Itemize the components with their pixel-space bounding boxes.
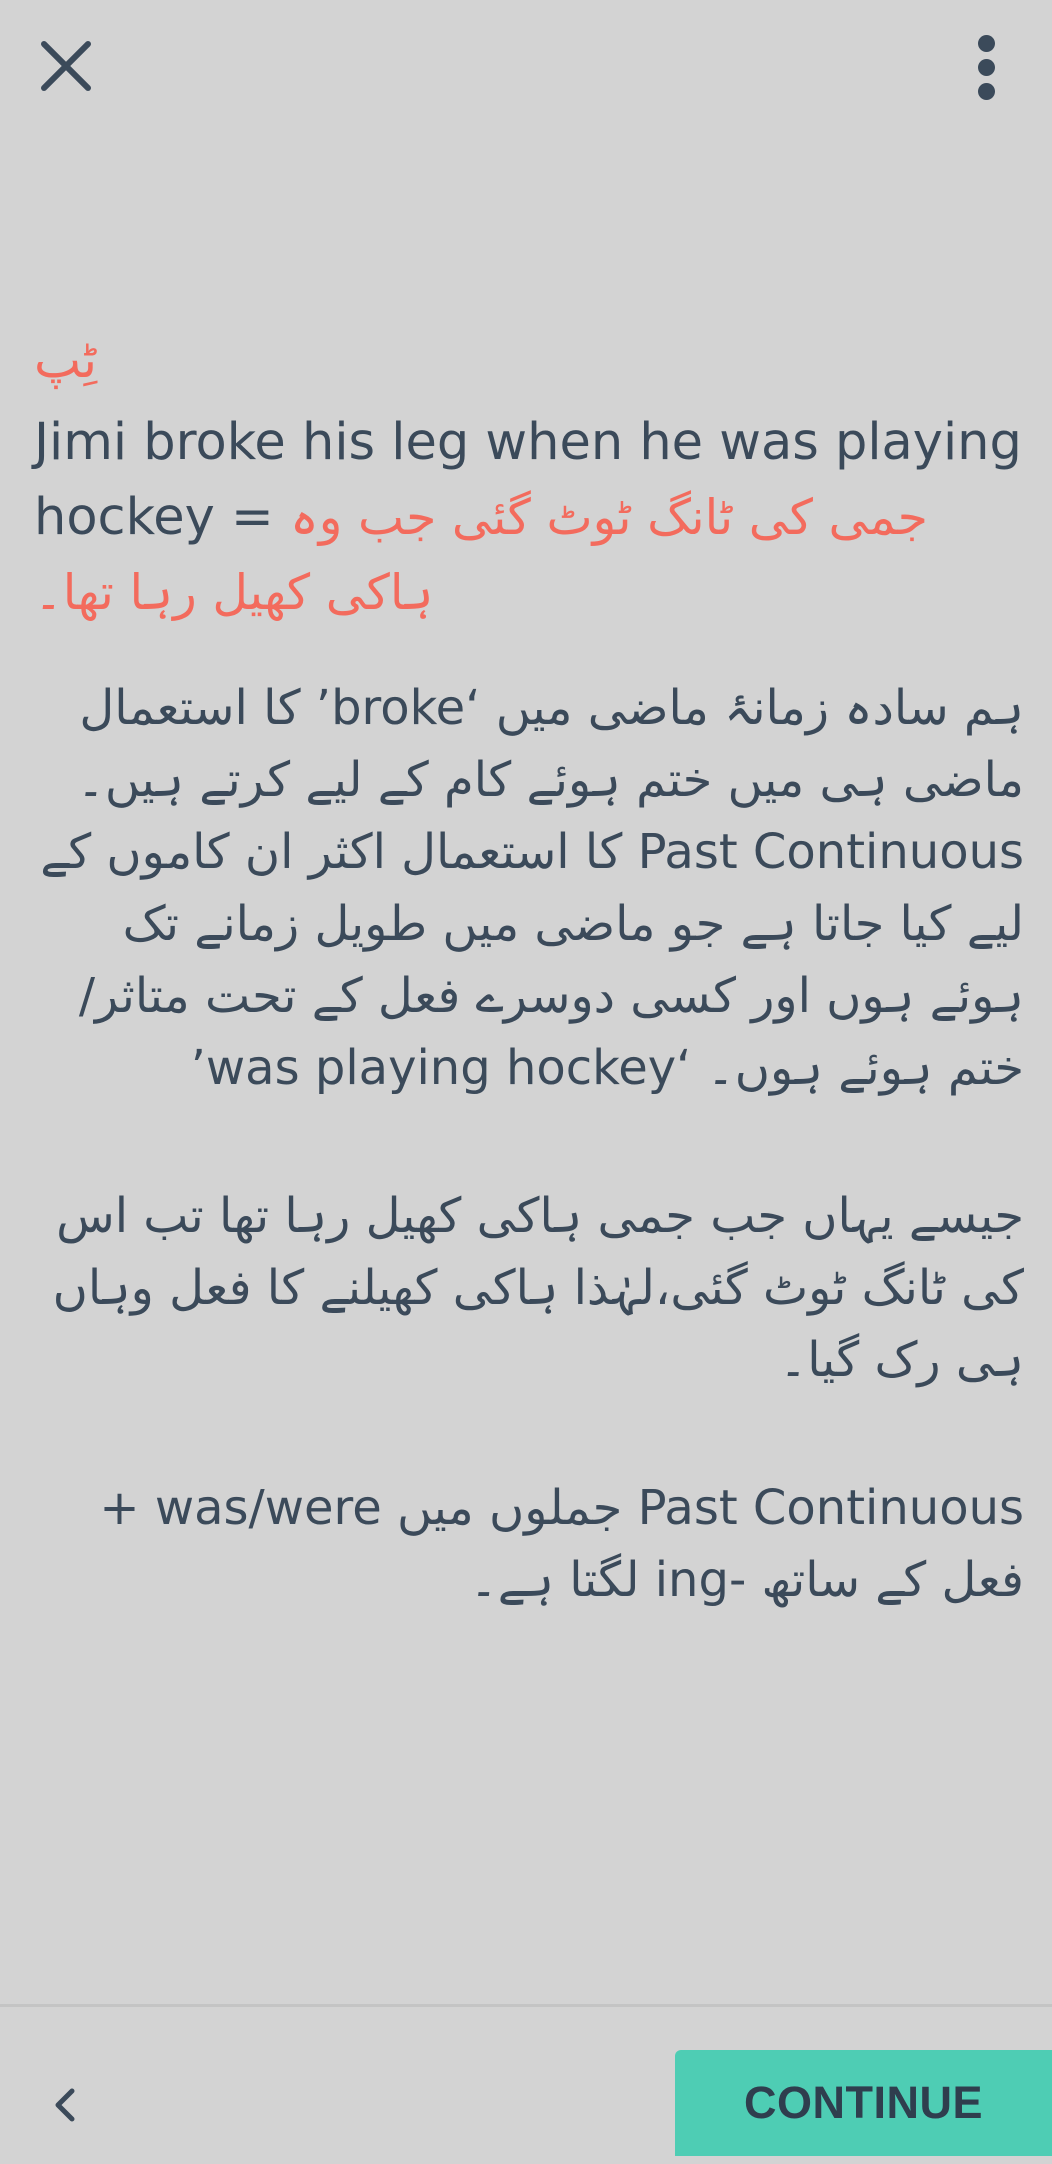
- explanation-paragraph-2: Past Continuous کا استعمال اکثر ان کاموں کے لیے کیا جاتا ہے جو ماضی میں طویل زمانے تک ہوئے ہوں اور کسی دوسرے فعل کے تحت متاثر/ختم ہوئے ہوں۔ ‘was playing hockey’: [40, 824, 1024, 1096]
- more-options-button[interactable]: [960, 30, 1012, 110]
- example-english: Jimi broke his leg when he was playing hockey =: [34, 413, 1022, 547]
- tip-content: [34, 320, 1024, 1616]
- continue-button[interactable]: CONTINUE: [675, 2050, 1052, 2156]
- example-urdu-translation: جمی کی ٹانگ ٹوٹ گئی جب وہ ہاکی کھیل رہا تھا۔: [34, 489, 928, 621]
- explanation-paragraph-1: ہم سادہ زمانۂ ماضی میں ‘broke’ کا استعمال ماضی ہی میں ختم ہوئے کام کے لیے کرتے ہیں۔: [76, 680, 1024, 808]
- footer-divider: [0, 2004, 1052, 2007]
- close-button[interactable]: [30, 30, 102, 102]
- back-button[interactable]: [40, 2075, 90, 2135]
- chevron-left-icon: [40, 2075, 90, 2135]
- close-icon: [30, 30, 102, 102]
- top-bar: [0, 0, 1052, 150]
- tip-title: ٹِپ: [34, 331, 98, 389]
- explanation-paragraph-4: Past Continuous جملوں میں was/were + فعل کے ساتھ -ing لگتا ہے۔: [99, 1480, 1024, 1608]
- explanation-paragraph-3: جیسے یہاں جب جمی ہاکی کھیل رہا تھا تب اس کی ٹانگ ٹوٹ گئی،لہٰذا ہاکی کھیلنے کا فعل وہاں ہی رک گیا۔: [52, 1188, 1024, 1388]
- more-vertical-icon: [960, 35, 1012, 100]
- example-sentence: [34, 405, 1024, 630]
